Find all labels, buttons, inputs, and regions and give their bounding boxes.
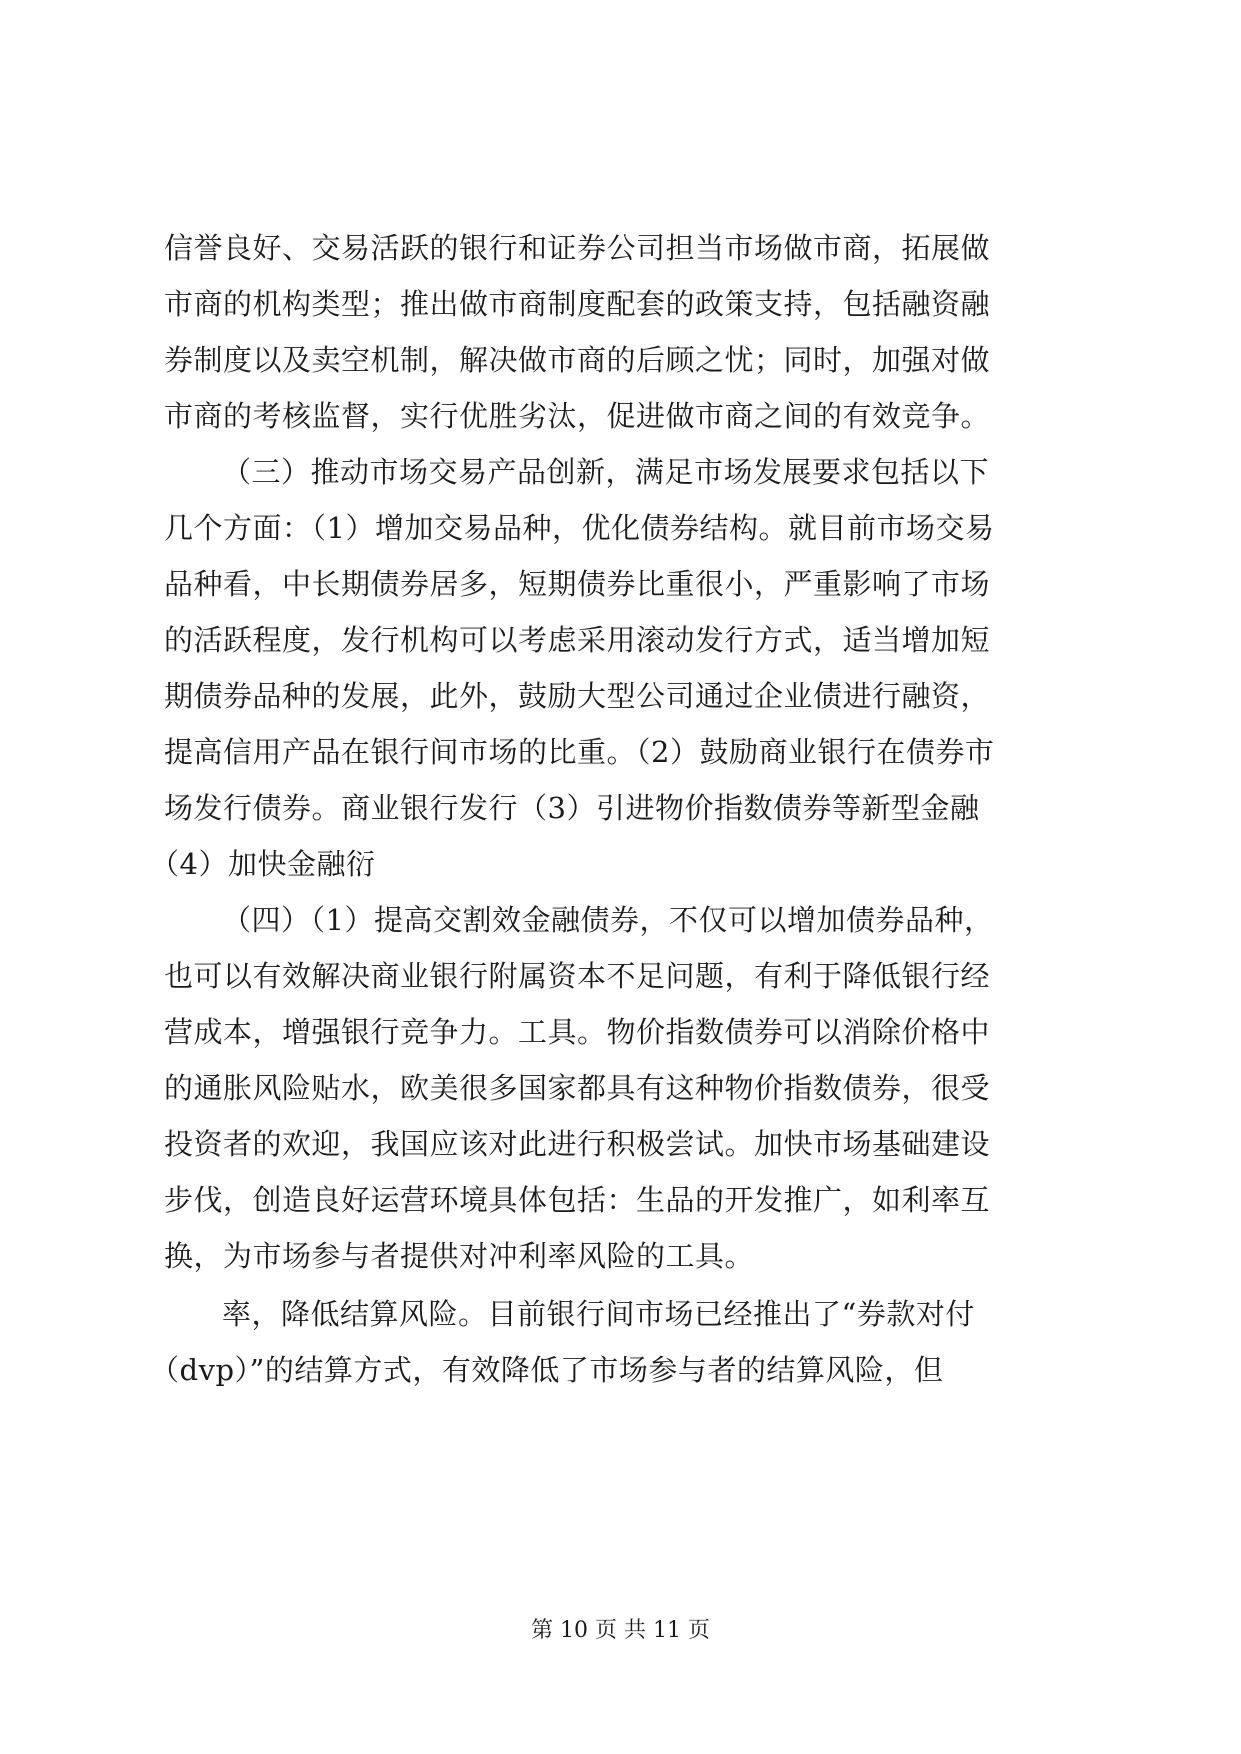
text-line: 场发行债券。商业银行发行（3）引进物价指数债券等新型金融 [164, 791, 980, 825]
text-line: （4）加快金融衍 [150, 847, 376, 881]
text-line: 品种看，中长期债券居多，短期债券比重很小，严重影响了市场 [164, 567, 991, 601]
text-line: 步伐，创造良好运营环境具体包括：生品的开发推广，如利率互 [164, 1183, 991, 1217]
page-footer [0, 1616, 1241, 1646]
text-line: 的活跃程度，发行机构可以考虑采用滚动发行方式，适当增加短 [164, 623, 991, 657]
page-number-label: 第 10 页 共 11 页 [531, 1618, 710, 1643]
text-line: （四）（1）提高交割效金融债券，不仅可以增加债券品种， [222, 903, 994, 937]
text-line: 市商的考核监督，实行优胜劣汰，促进做市商之间的有效竞争。 [164, 399, 991, 433]
text-line: 也可以有效解决商业银行附属资本不足问题，有利于降低银行经 [164, 959, 991, 993]
text-line: （三）推动市场交易产品创新，满足市场发展要求包括以下 [222, 455, 990, 489]
text-line: 市商的机构类型；推出做市商制度配套的政策支持，包括融资融 [164, 287, 991, 321]
text-line: 的通胀风险贴水，欧美很多国家都具有这种物价指数债券，很受 [164, 1071, 991, 1105]
text-line: 换，为市场参与者提供对冲利率风险的工具。 [164, 1239, 755, 1273]
text-line: 营成本，增强银行竞争力。工具。物价指数债券可以消除价格中 [164, 1015, 991, 1049]
text-line: 几个方面：（1）增加交易品种，优化债券结构。就目前市场交易 [164, 511, 995, 545]
text-line: 期债券品种的发展，此外，鼓励大型公司通过企业债进行融资， [164, 679, 991, 713]
text-line: 券制度以及卖空机制，解决做市商的后顾之忧；同时，加强对做 [164, 343, 991, 377]
text-line: （dvp）”的结算方式，有效降低了市场参与者的结算风险，但 [150, 1353, 944, 1387]
text-line: 投资者的欢迎，我国应该对此进行积极尝试。加快市场基础建设 [164, 1127, 991, 1161]
text-line: 信誉良好、交易活跃的银行和证券公司担当市场做市商，拓展做 [164, 231, 991, 265]
text-line: 率，降低结算风险。目前银行间市场已经推出了“券款对付 [222, 1297, 975, 1331]
text-line: 提高信用产品在银行间市场的比重。（2）鼓励商业银行在债券市 [164, 735, 995, 769]
